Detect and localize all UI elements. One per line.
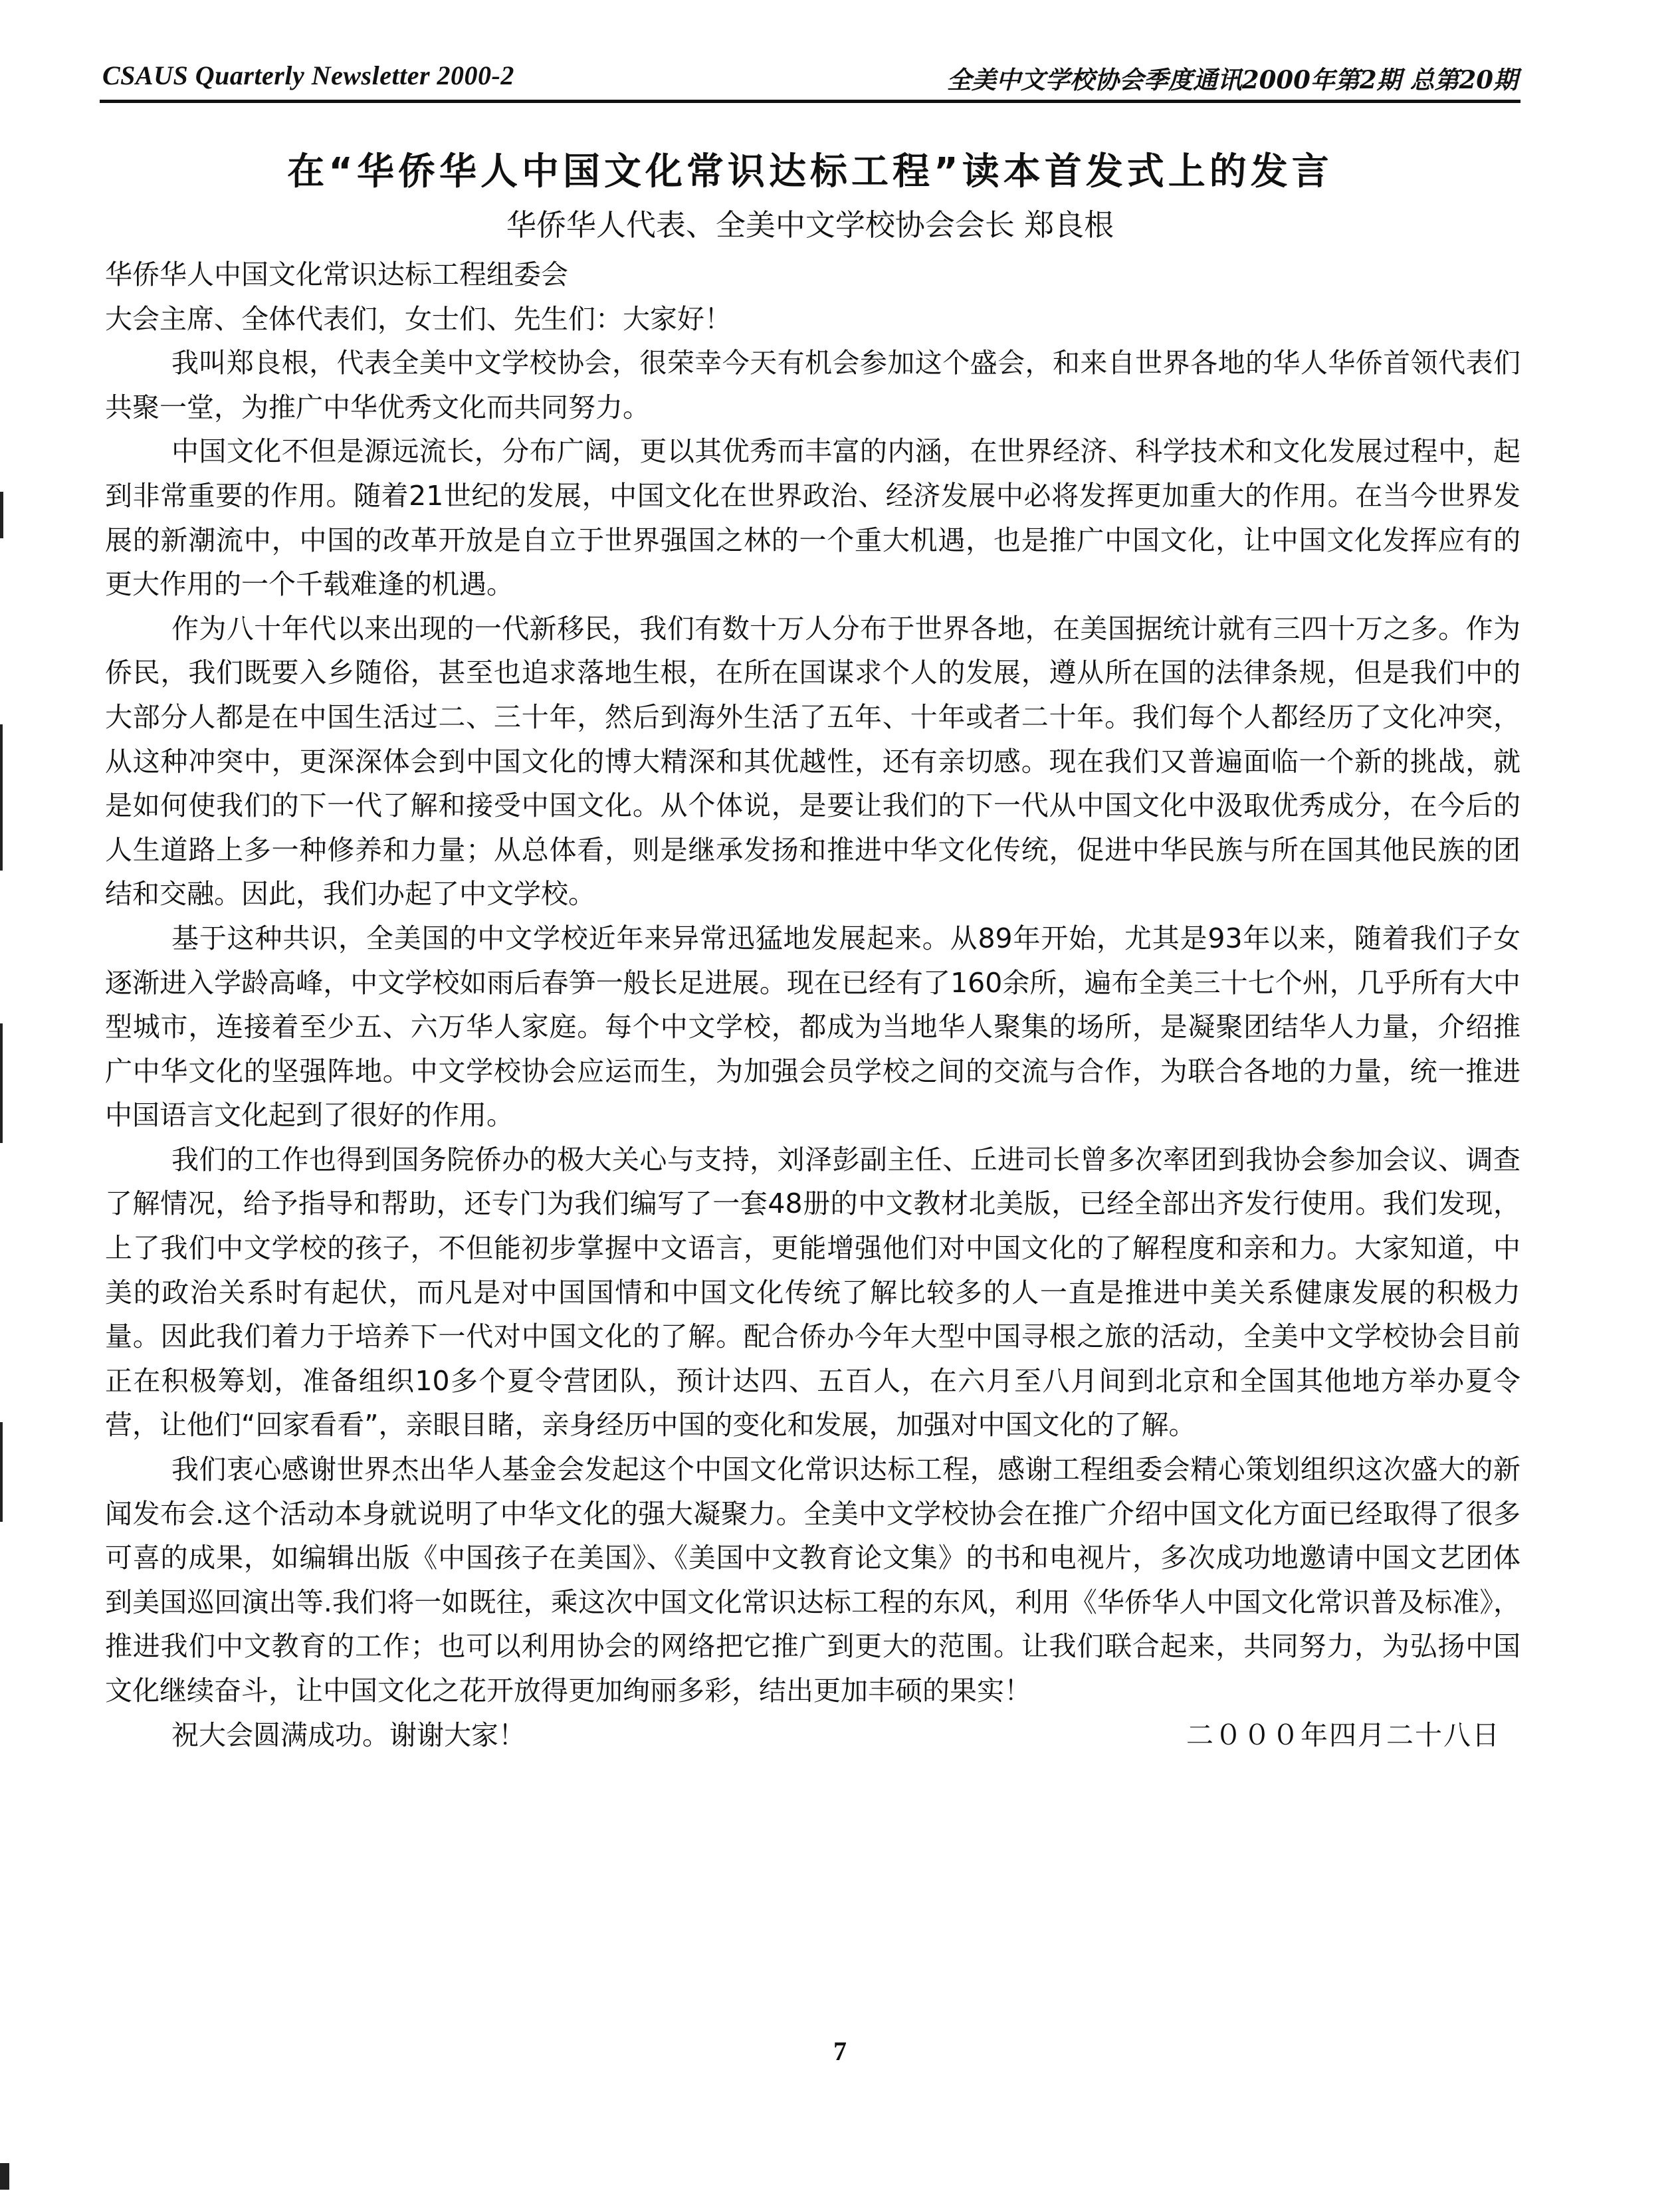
paragraph-3: 作为八十年代以来出现的一代新移民，我们有数十万人分布于世界各地，在美国据统计就有三四十万之多。作为侨民，我们既要入乡随俗，甚至也追求落地生根，在所在国谋求个人的发展，遵从所在国的法律条规，但是我们中的大部分人都是在中国生活过二、三十年，然后到海外生活了五年、十年或者二十年。我们每个人都经历了文化冲突，从这种冲突中，更深深体会到中国文化的博大精深和其优越性，还有亲切感。现在我们又普遍面临一个新的挑战，就是如何使我们的下一代了解和接受中国文化。从个体说，是要让我们的下一代从中国文化中汲取优秀成分，在今后的人生道路上多一种修养和力量；从总体看，则是继承发扬和推进中华文化传统，促进中华民族与所在国其他民族的团结和交融。因此，我们办起了中文学校。 (105, 612, 1521, 910)
scan-edge-mark (0, 1023, 3, 1143)
newsletter-title-en: CSAUS Quarterly Newsletter 2000-2 (102, 60, 514, 90)
article-title: 在“华侨华人中国文化常识达标工程”读本首发式上的发言 (287, 150, 1333, 193)
paragraph-5: 我们的工作也得到国务院侨办的极大关心与支持，刘泽彭副主任、丘进司长曾多次率团到我协会参加会议、调查了解情况，给予指导和帮助，还专门为我们编写了一套48册的中文教材北美版，已经全部出齐发行使用。我们发现，上了我们中文学校的孩子，不但能初步掌握中文语言，更能增强他们对中国文化的了解程度和亲和力。大家知道，中美的政治关系时有起伏，而凡是对中国国情和中国文化传统了解比较多的人一直是推进中美关系健康发展的积极力量。因此我们着力于培养下一代对中国文化的了解。配合侨办今年大型中国寻根之旅的活动，全美中文学校协会目前正在积极筹划，准备组织10多个夏令营团队，预计达四、五百人，在六月至八月间到北京和全国其他地方举办夏令营，让他们“回家看看”，亲眼目睹，亲身经历中国的变化和发展，加强对中国文化的了解。 (105, 1143, 1521, 1441)
page-number: 7 (833, 2036, 847, 2066)
running-header (100, 58, 1521, 103)
addressee-committee: 华侨华人中国文化常识达标工程组委会 (105, 259, 568, 290)
scan-edge-mark (0, 1422, 3, 1522)
scan-corner-mark (0, 2163, 9, 2190)
scan-edge-mark (0, 724, 3, 871)
scan-edge-mark (0, 492, 3, 538)
addressee-greeting: 大会主席、全体代表们，女士们、先生们：大家好！ (105, 302, 732, 335)
paragraph-2: 中国文化不但是源远流长，分布广阔，更以其优秀而丰富的内涵，在世界经济、科学技术和文化发展过程中，起到非常重要的作用。随着21世纪的发展，中国文化在世界政治、经济发展中必将发挥更加重大的作用。在当今世界发展的新潮流中，中国的改革开放是自立于世界强国之林的一个重大机遇，也是推广中国文化，让中国文化发挥应有的更大作用的一个千载难逢的机遇。 (105, 435, 1521, 601)
article-byline: 华侨华人代表、全美中文学校协会会长 郑良根 (506, 207, 1114, 243)
closing-line (105, 1713, 1521, 1758)
closing-wish: 祝大会圆满成功。谢谢大家！ (171, 1719, 526, 1751)
paragraph-6: 我们衷心感谢世界杰出华人基金会发起这个中国文化常识达标工程，感谢工程组委会精心策划组织这次盛大的新闻发布会.这个活动本身就说明了中华文化的强大凝聚力。全美中文学校协会在推广介绍中国文化方面已经取得了很多可喜的成果，如编辑出版《中国孩子在美国》、《美国中文教育论文集》的书和电视片，多次成功地邀请中国文艺团体到美国巡回演出等.我们将一如既往，乘这次中国文化常识达标工程的东风，利用《华侨华人中国文化常识普及标准》，推进我们中文教育的工作；也可以利用协会的网络把它推广到更大的范围。让我们联合起来，共同努力，为弘扬中国文化继续奋斗，让中国文化之花开放得更加绚丽多彩，结出更加丰硕的果实！ (105, 1453, 1521, 1707)
paragraph-4: 基于这种共识，全美国的中文学校近年来异常迅猛地发展起来。从89年开始，尤其是93年以来，随着我们子女逐渐进入学龄高峰，中文学校如雨后春笋一般长足进展。现在已经有了160余所，遍布全美三十七个州，几乎所有大中型城市，连接着至少五、六万华人家庭。每个中文学校，都成为当地华人聚集的场所，是凝聚团结华人力量，介绍推广中华文化的坚强阵地。中文学校协会应运而生，为加强会员学校之间的交流与合作，为联合各地的力量，统一推进中国语言文化起到了很好的作用。 (105, 922, 1521, 1132)
paragraph-1: 我叫郑良根，代表全美中文学校协会，很荣幸今天有机会参加这个盛会，和来自世界各地的华人华侨首领代表们共聚一堂，为推广中华优秀文化而共同努力。 (105, 347, 1521, 423)
newsletter-issue-cn: 全美中文学校协会季度通讯2000年第2期 总第20期 (946, 65, 1518, 94)
article-body (105, 253, 1521, 1757)
speech-date: 二０００年四月二十八日 (1186, 1719, 1501, 1751)
